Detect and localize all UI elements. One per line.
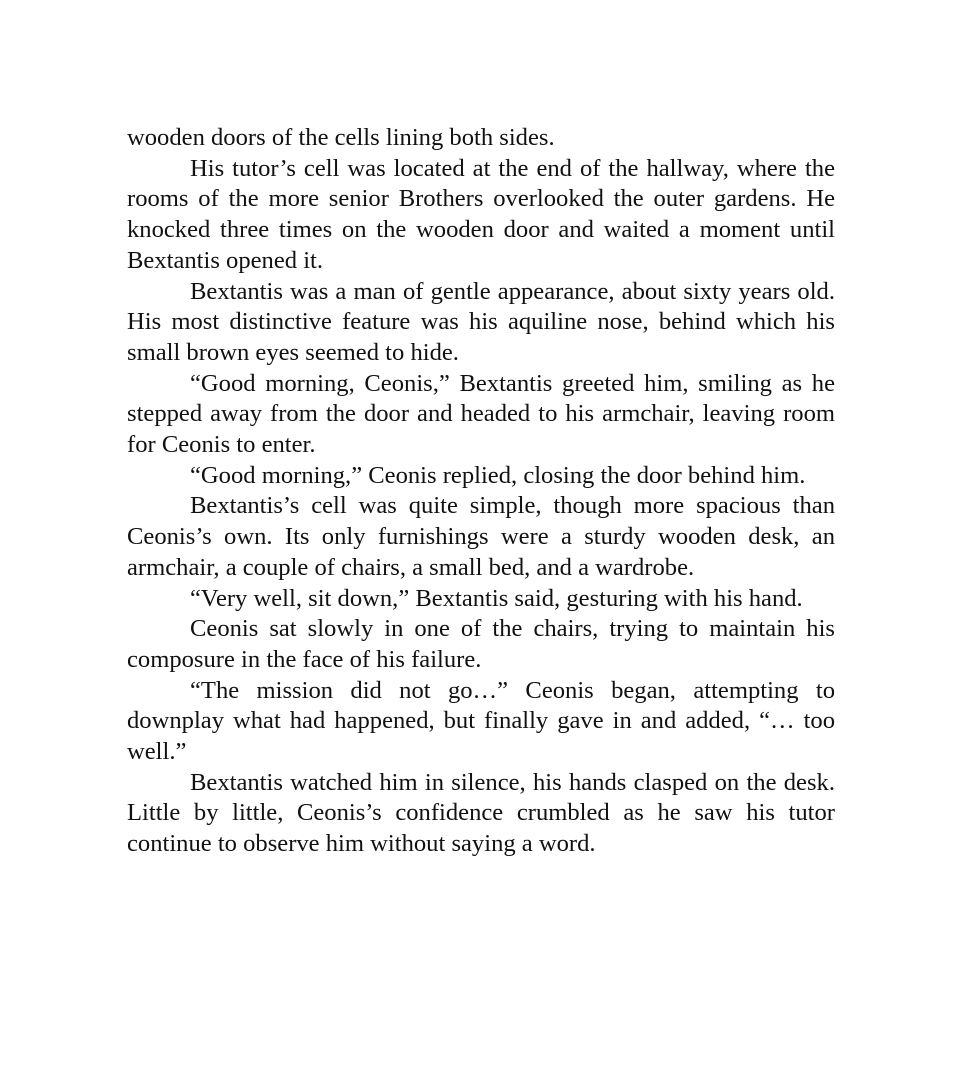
paragraph-8: Ceonis sat slowly in one of the chairs, trying to maintain his composure in the face of his failure. <box>127 615 835 673</box>
paragraph-5: “Good morning,” Ceonis replied, closing the door behind him. <box>190 461 806 489</box>
paragraph-1: wooden doors of the cells lining both sides. <box>127 124 555 151</box>
paragraph-3: Bextantis was a man of gentle appearance, about sixty years old. His most distinctive feature was his aquiline nose, behind which his small brown eyes seemed to hide. <box>127 277 835 366</box>
paragraph-10: Bextantis watched him in silence, his hands clasped on the desk. Little by little, Ceonis’s confidence crumbled as he saw his tutor continue to observe him without saying a word. <box>127 768 835 858</box>
document-page <box>127 123 835 860</box>
paragraph-7: “Very well, sit down,” Bextantis said, gesturing with his hand. <box>190 584 803 612</box>
paragraph-6: Bextantis’s cell was quite simple, though more spacious than Ceonis’s own. Its only furnishings were a sturdy wooden desk, an armchair, a couple of chairs, a small bed, and a wardrobe. <box>127 492 835 581</box>
paragraph-9: “The mission did not go…” Ceonis began, attempting to downplay what had happened, but finally gave in and added, “… too well.” <box>127 676 835 766</box>
paragraph-4: “Good morning, Ceonis,” Bextantis greeted him, smiling as he stepped away from the door and headed to his armchair, leaving room for Ceonis to enter. <box>127 369 835 459</box>
paragraph-2: His tutor’s cell was located at the end of the hallway, where the rooms of the more senior Brothers overlooked the outer gardens. He knocked three times on the wooden door and waited a moment until Bextantis opened it. <box>127 154 835 274</box>
